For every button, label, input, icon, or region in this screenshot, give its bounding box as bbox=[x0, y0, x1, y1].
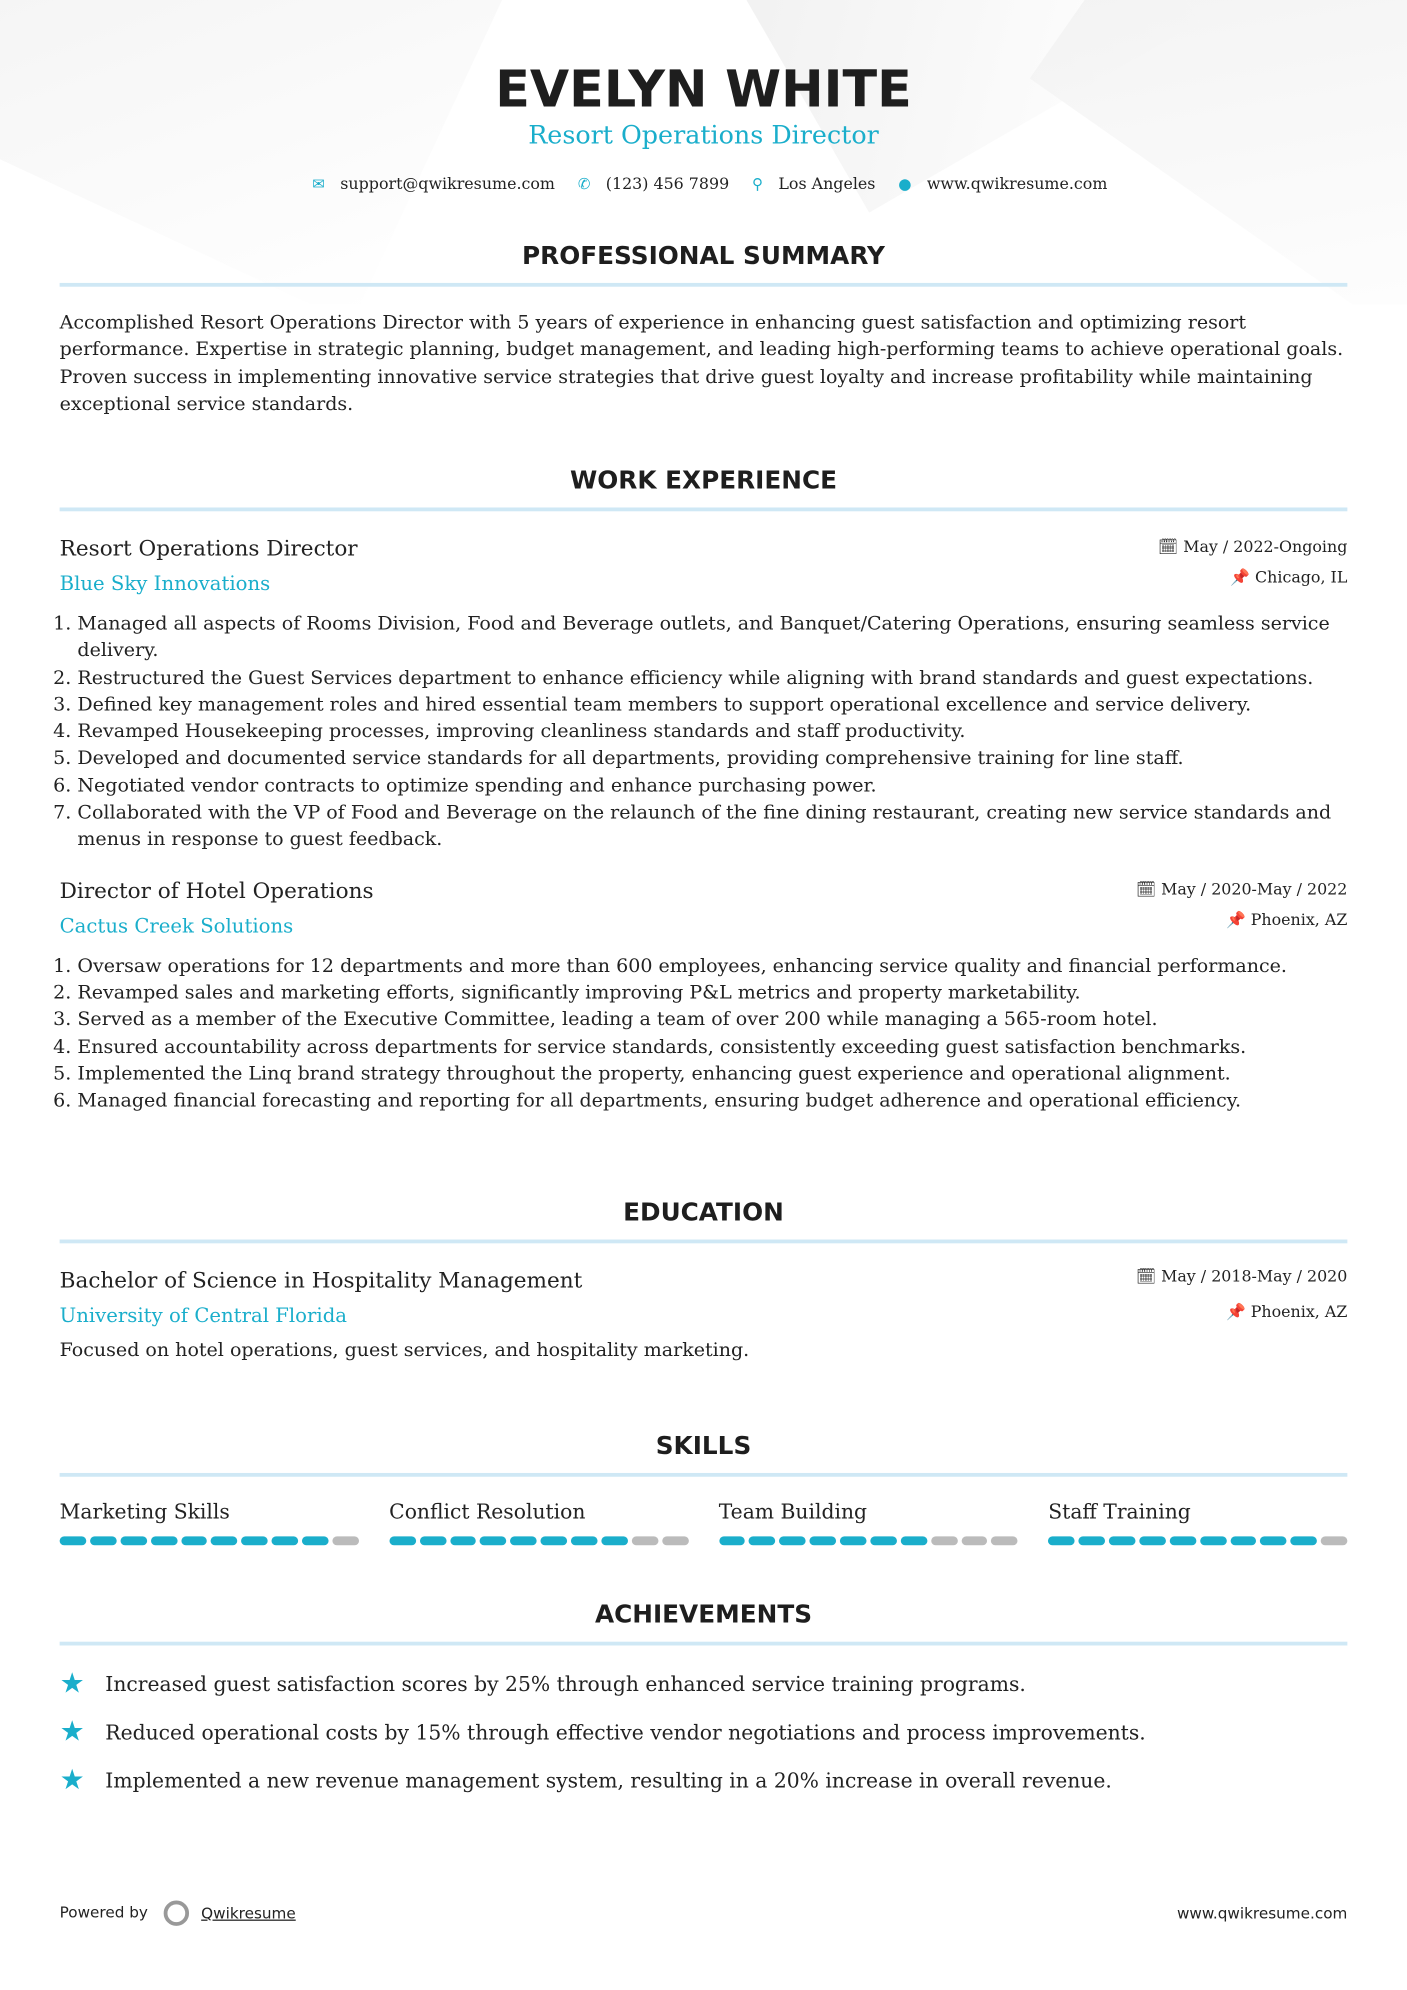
skill-dot bbox=[1079, 1536, 1105, 1545]
bullet: 4. Revamped Housekeeping processes, improving cleanliness standards and staff productivity. bbox=[77, 718, 1347, 745]
section-heading: WORK EXPERIENCE bbox=[60, 466, 1348, 512]
summary-text: Accomplished Resort Operations Director with 5 years of experience in enhancing guest satisfaction and optimizing resort performance. Expertise in strategic planning, budget management, and leading high-performing teams to achieve operational goals. Proven success in implementing innovative service strategies that drive guest loyalty and increase profitability while maintaining exceptional service standards. bbox=[59, 310, 1344, 415]
section-heading: ACHIEVEMENTS bbox=[60, 1600, 1348, 1646]
job-entry bbox=[60, 534, 1348, 853]
star-icon: ★ bbox=[59, 1716, 85, 1749]
school: University of Central Florida bbox=[59, 1304, 348, 1328]
skill-dot bbox=[662, 1536, 688, 1545]
star-icon: ★ bbox=[59, 1764, 85, 1797]
job-dates: 🗓 May / 2020-May / 2022 bbox=[1135, 878, 1348, 898]
skill-dot bbox=[150, 1536, 176, 1545]
skill-dot bbox=[1200, 1536, 1226, 1545]
skill-dot bbox=[181, 1536, 207, 1545]
achievement-item bbox=[60, 1765, 1348, 1797]
skill-level-bar bbox=[389, 1536, 688, 1545]
skill-dot bbox=[961, 1536, 987, 1545]
degree: Bachelor of Science in Hospitality Management bbox=[59, 1268, 583, 1295]
skill-dot bbox=[241, 1536, 267, 1545]
skill-name: Marketing Skills bbox=[59, 1499, 230, 1524]
skill-dot bbox=[1260, 1536, 1286, 1545]
skill-dot bbox=[120, 1536, 146, 1545]
skill-dot bbox=[389, 1536, 415, 1545]
skill-dot bbox=[332, 1536, 358, 1545]
bullet: 3. Served as a member of the Executive Committee, leading a team of over 200 while managing a 565-room hotel. bbox=[77, 1006, 1347, 1033]
skill-dot bbox=[810, 1536, 836, 1545]
skills-section bbox=[60, 1431, 1348, 1545]
skill-dot bbox=[991, 1536, 1017, 1545]
contact-bar bbox=[0, 174, 1407, 193]
bullet: 3. Defined key management roles and hired essential team members to support operational excellence and service delivery. bbox=[77, 691, 1347, 718]
footer-website[interactable]: www.qwikresume.com bbox=[1176, 1904, 1348, 1923]
skill-dot bbox=[480, 1536, 506, 1545]
skill-dot bbox=[749, 1536, 775, 1545]
section-heading: PROFESSIONAL SUMMARY bbox=[60, 241, 1348, 287]
skill-dot bbox=[900, 1536, 926, 1545]
job-dates: 🗓 May / 2022-Ongoing bbox=[1158, 536, 1348, 556]
education-location: 📌 Phoenix, AZ bbox=[1225, 1301, 1348, 1321]
bullet: 6. Managed financial forecasting and reporting for all departments, ensuring budget adherence and operational efficiency. bbox=[77, 1087, 1347, 1114]
skill-level-bar bbox=[1048, 1536, 1347, 1545]
job-title: Director of Hotel Operations bbox=[59, 878, 374, 905]
location: Los Angeles bbox=[778, 173, 876, 193]
skill-dot bbox=[631, 1536, 657, 1545]
bullet: 5. Developed and documented service standards for all departments, providing comprehensive training for line staff. bbox=[77, 745, 1347, 772]
section-heading: EDUCATION bbox=[60, 1198, 1348, 1244]
bullet: 2. Revamped sales and marketing efforts, significantly improving P&L metrics and property marketability. bbox=[77, 979, 1347, 1006]
bullet: 6. Negotiated vendor contracts to optimize spending and enhance purchasing power. bbox=[77, 772, 1347, 799]
skill-dot bbox=[1321, 1536, 1347, 1545]
bullet: 1. Oversaw operations for 12 departments and more than 600 employees, enhancing service quality and financial performance. bbox=[77, 952, 1347, 979]
job-bullets bbox=[60, 610, 1348, 853]
skill-item bbox=[1048, 1500, 1347, 1546]
education-entry bbox=[60, 1266, 1348, 1364]
powered-by: Powered by bbox=[59, 1903, 148, 1922]
skill-level-bar bbox=[719, 1536, 1018, 1545]
bullet: 1. Managed all aspects of Rooms Division, Food and Beverage outlets, and Banquet/Catering Operations, ensuring seamless service delivery. bbox=[77, 610, 1347, 664]
job-location: 📌 Phoenix, AZ bbox=[1225, 909, 1348, 929]
skill-dot bbox=[1169, 1536, 1195, 1545]
skill-dot bbox=[840, 1536, 866, 1545]
skill-level-bar bbox=[60, 1536, 359, 1545]
achievement-text: Implemented a new revenue management system, resulting in a 20% increase in overall revenue. bbox=[105, 1768, 1112, 1793]
location-icon: ⚲ bbox=[752, 174, 764, 193]
skill-dot bbox=[1291, 1536, 1317, 1545]
skill-dot bbox=[510, 1536, 536, 1545]
skill-dot bbox=[419, 1536, 445, 1545]
footer bbox=[60, 1901, 1348, 1926]
section-heading: SKILLS bbox=[60, 1431, 1348, 1477]
summary-section bbox=[60, 241, 1348, 418]
job-entry bbox=[60, 876, 1348, 1114]
education-description: Focused on hotel operations, guest services, and hospitality marketing. bbox=[59, 1338, 750, 1362]
skill-dot bbox=[1139, 1536, 1165, 1545]
achievements-section bbox=[60, 1600, 1348, 1813]
skill-dot bbox=[60, 1536, 86, 1545]
skill-name: Staff Training bbox=[1048, 1499, 1191, 1524]
email[interactable]: support@qwikresume.com bbox=[340, 173, 555, 193]
bullet: 4. Ensured accountability across departments for service standards, consistently exceeding guest satisfaction benchmarks. bbox=[77, 1033, 1347, 1060]
bullet: 7. Collaborated with the VP of Food and Beverage on the relaunch of the fine dining restaurant, creating new service standards and menus in response to guest feedback. bbox=[77, 799, 1347, 853]
star-icon: ★ bbox=[59, 1668, 85, 1701]
skill-dot bbox=[211, 1536, 237, 1545]
education-dates: 🗓 May / 2018-May / 2020 bbox=[1135, 1266, 1348, 1286]
achievement-item bbox=[60, 1717, 1348, 1749]
experience-section bbox=[60, 466, 1348, 1138]
brand-link[interactable]: Qwikresume bbox=[201, 1903, 296, 1922]
job-bullets bbox=[60, 952, 1348, 1114]
skill-name: Team Building bbox=[718, 1499, 868, 1524]
company: Cactus Creek Solutions bbox=[59, 914, 294, 938]
achievement-text: Increased guest satisfaction scores by 25% through enhanced service training programs. bbox=[105, 1672, 1026, 1697]
email-icon: ✉ bbox=[312, 174, 326, 193]
skill-dot bbox=[90, 1536, 116, 1545]
candidate-name: EVELYN WHITE bbox=[495, 60, 912, 120]
bullet: 2. Restructured the Guest Services department to enhance efficiency while aligning with brand standards and guest expectations. bbox=[77, 664, 1347, 691]
skill-dot bbox=[1230, 1536, 1256, 1545]
skill-dot bbox=[541, 1536, 567, 1545]
skill-dot bbox=[870, 1536, 896, 1545]
globe-icon: ● bbox=[898, 174, 912, 193]
skill-name: Conflict Resolution bbox=[389, 1499, 586, 1524]
skill-dot bbox=[779, 1536, 805, 1545]
skill-dot bbox=[601, 1536, 627, 1545]
skill-dot bbox=[450, 1536, 476, 1545]
bullet: 5. Implemented the Linq brand strategy throughout the property, enhancing guest experience and operational alignment. bbox=[77, 1060, 1347, 1087]
skill-item bbox=[719, 1500, 1018, 1546]
skill-dot bbox=[719, 1536, 745, 1545]
website[interactable]: www.qwikresume.com bbox=[926, 173, 1108, 193]
achievement-item bbox=[60, 1668, 1348, 1700]
skill-dot bbox=[1048, 1536, 1074, 1545]
qwikresume-logo-icon bbox=[163, 1901, 188, 1926]
skill-item bbox=[389, 1500, 688, 1546]
skill-dot bbox=[571, 1536, 597, 1545]
phone: (123) 456 7899 bbox=[605, 173, 730, 193]
job-location: 📌 Chicago, IL bbox=[1230, 567, 1348, 587]
skill-dot bbox=[1109, 1536, 1135, 1545]
skill-dot bbox=[302, 1536, 328, 1545]
phone-icon: ✆ bbox=[577, 174, 591, 193]
education-section bbox=[60, 1198, 1348, 1387]
achievement-text: Reduced operational costs by 15% through effective vendor negotiations and process improvements. bbox=[105, 1720, 1146, 1745]
skill-item bbox=[60, 1500, 359, 1546]
company: Blue Sky Innovations bbox=[59, 572, 271, 596]
candidate-title: Resort Operations Director bbox=[528, 119, 879, 150]
job-title: Resort Operations Director bbox=[59, 536, 358, 563]
skill-dot bbox=[272, 1536, 298, 1545]
skill-dot bbox=[931, 1536, 957, 1545]
